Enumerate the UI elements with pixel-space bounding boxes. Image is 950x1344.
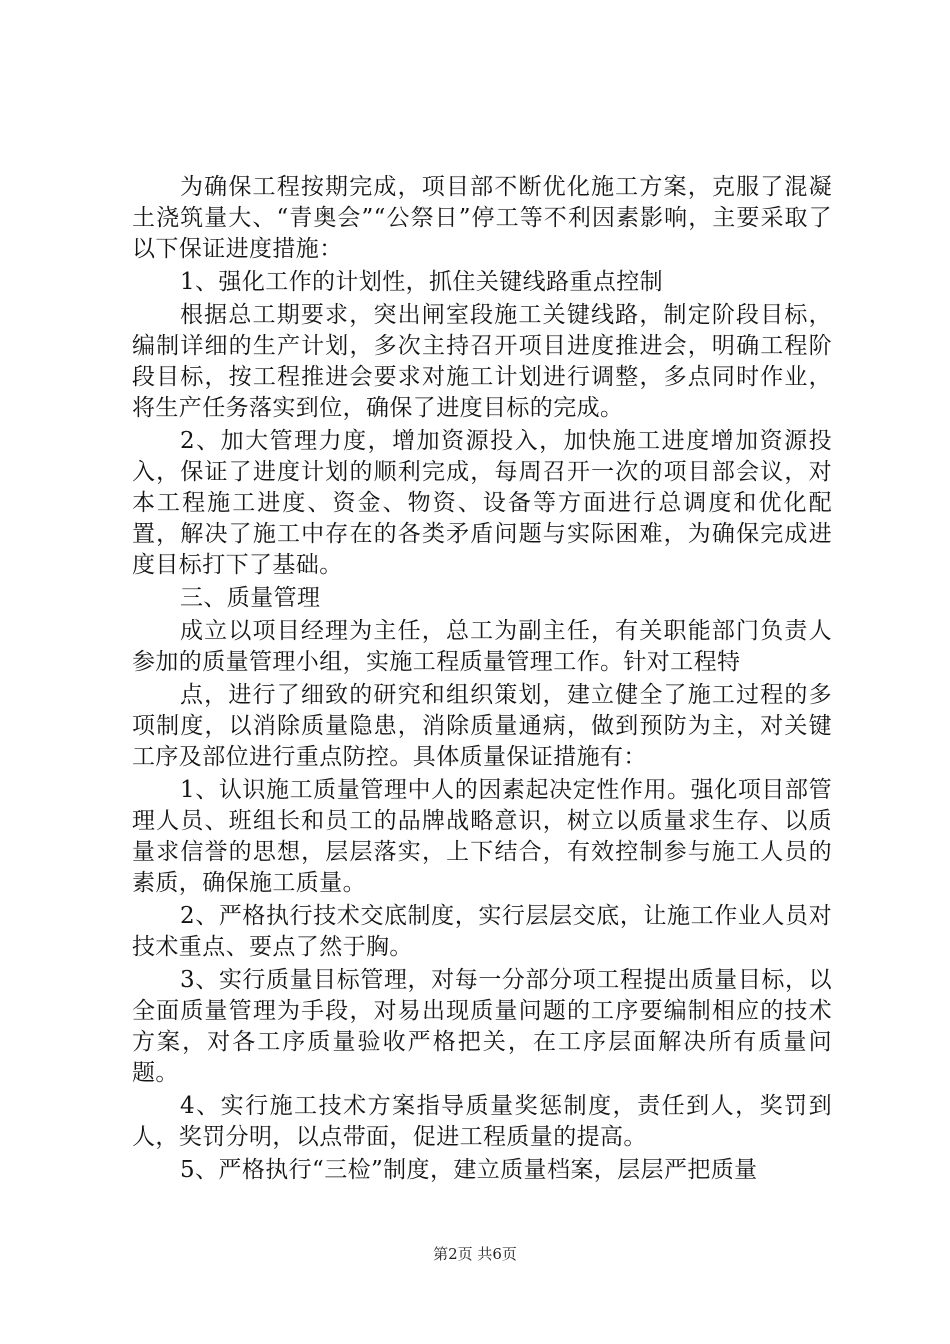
list-item-5: 5、严格执行“三检”制度，建立质量档案，层层严把质量: [180, 1157, 758, 1183]
paragraph-quality-group: 成立以项目经理为主任，总工为副主任，有关职能部门负责人参加的质量管理小组，实施工程质量管理工作。针对工程特: [132, 618, 832, 675]
list-item-3: 3、实行质量目标管理，对每一分部分项工程提出质量目标，以全面质量管理为手段，对易出现质量问题的工序要编制相应的技术方案，对各工序质量验收严格把关，在工序层面解决所有质量问题。: [132, 967, 832, 1086]
list-item-1: 1、认识施工质量管理中人的因素起决定性作用。强化项目部管理人员、班组长和员工的品牌战略意识，树立以质量求生存、以质量求信誉的思想，层层落实，上下结合，有效控制参与施工人员的素质，确保施工质量。: [132, 777, 832, 896]
list-item-2: 2、严格执行技术交底制度，实行层层交底，让施工作业人员对技术重点、要点了然于胸。: [132, 903, 832, 960]
paragraph-plan-detail: 根据总工期要求，突出闸室段施工关键线路，制定阶段目标，编制详细的生产计划，多次主持召开项目进度推进会，明确工程阶段目标，按工程推进会要求对施工计划进行调整，多点同时作业，将生产任务落实到位，确保了进度目标的完成。: [132, 302, 832, 421]
paragraph-resources: 2、加大管理力度，增加资源投入，加快施工进度增加资源投入，保证了进度计划的顺利完成，每周召开一次的项目部会议，对本工程施工进度、资金、物资、设备等方面进行总调度和优化配置，解决了施工中存在的各类矛盾问题与实际困难，为确保完成进度目标打下了基础。: [132, 428, 832, 578]
paragraph-heading-plan: 1、强化工作的计划性，抓住关键线路重点控制: [180, 269, 664, 295]
section-heading-quality: 三、质量管理: [180, 585, 321, 611]
document-body: [132, 172, 832, 1186]
list-item-4: 4、实行施工技术方案指导质量奖惩制度，责任到人，奖罚到人，奖罚分明，以点带面，促进工程质量的提高。: [132, 1093, 832, 1150]
paragraph-quality-measures: 点，进行了细致的研究和组织策划，建立健全了施工过程的多项制度，以消除质量隐患，消除质量通病，做到预防为主，对关键工序及部位进行重点防控。具体质量保证措施有：: [132, 682, 832, 770]
paragraph-intro: 为确保工程按期完成，项目部不断优化施工方案，克服了混凝土浇筑量大、“青奥会”“公祭日”停工等不利因素影响，主要采取了以下保证进度措施：: [132, 174, 832, 262]
page-number-footer: 第2页 共6页: [433, 1245, 517, 1263]
